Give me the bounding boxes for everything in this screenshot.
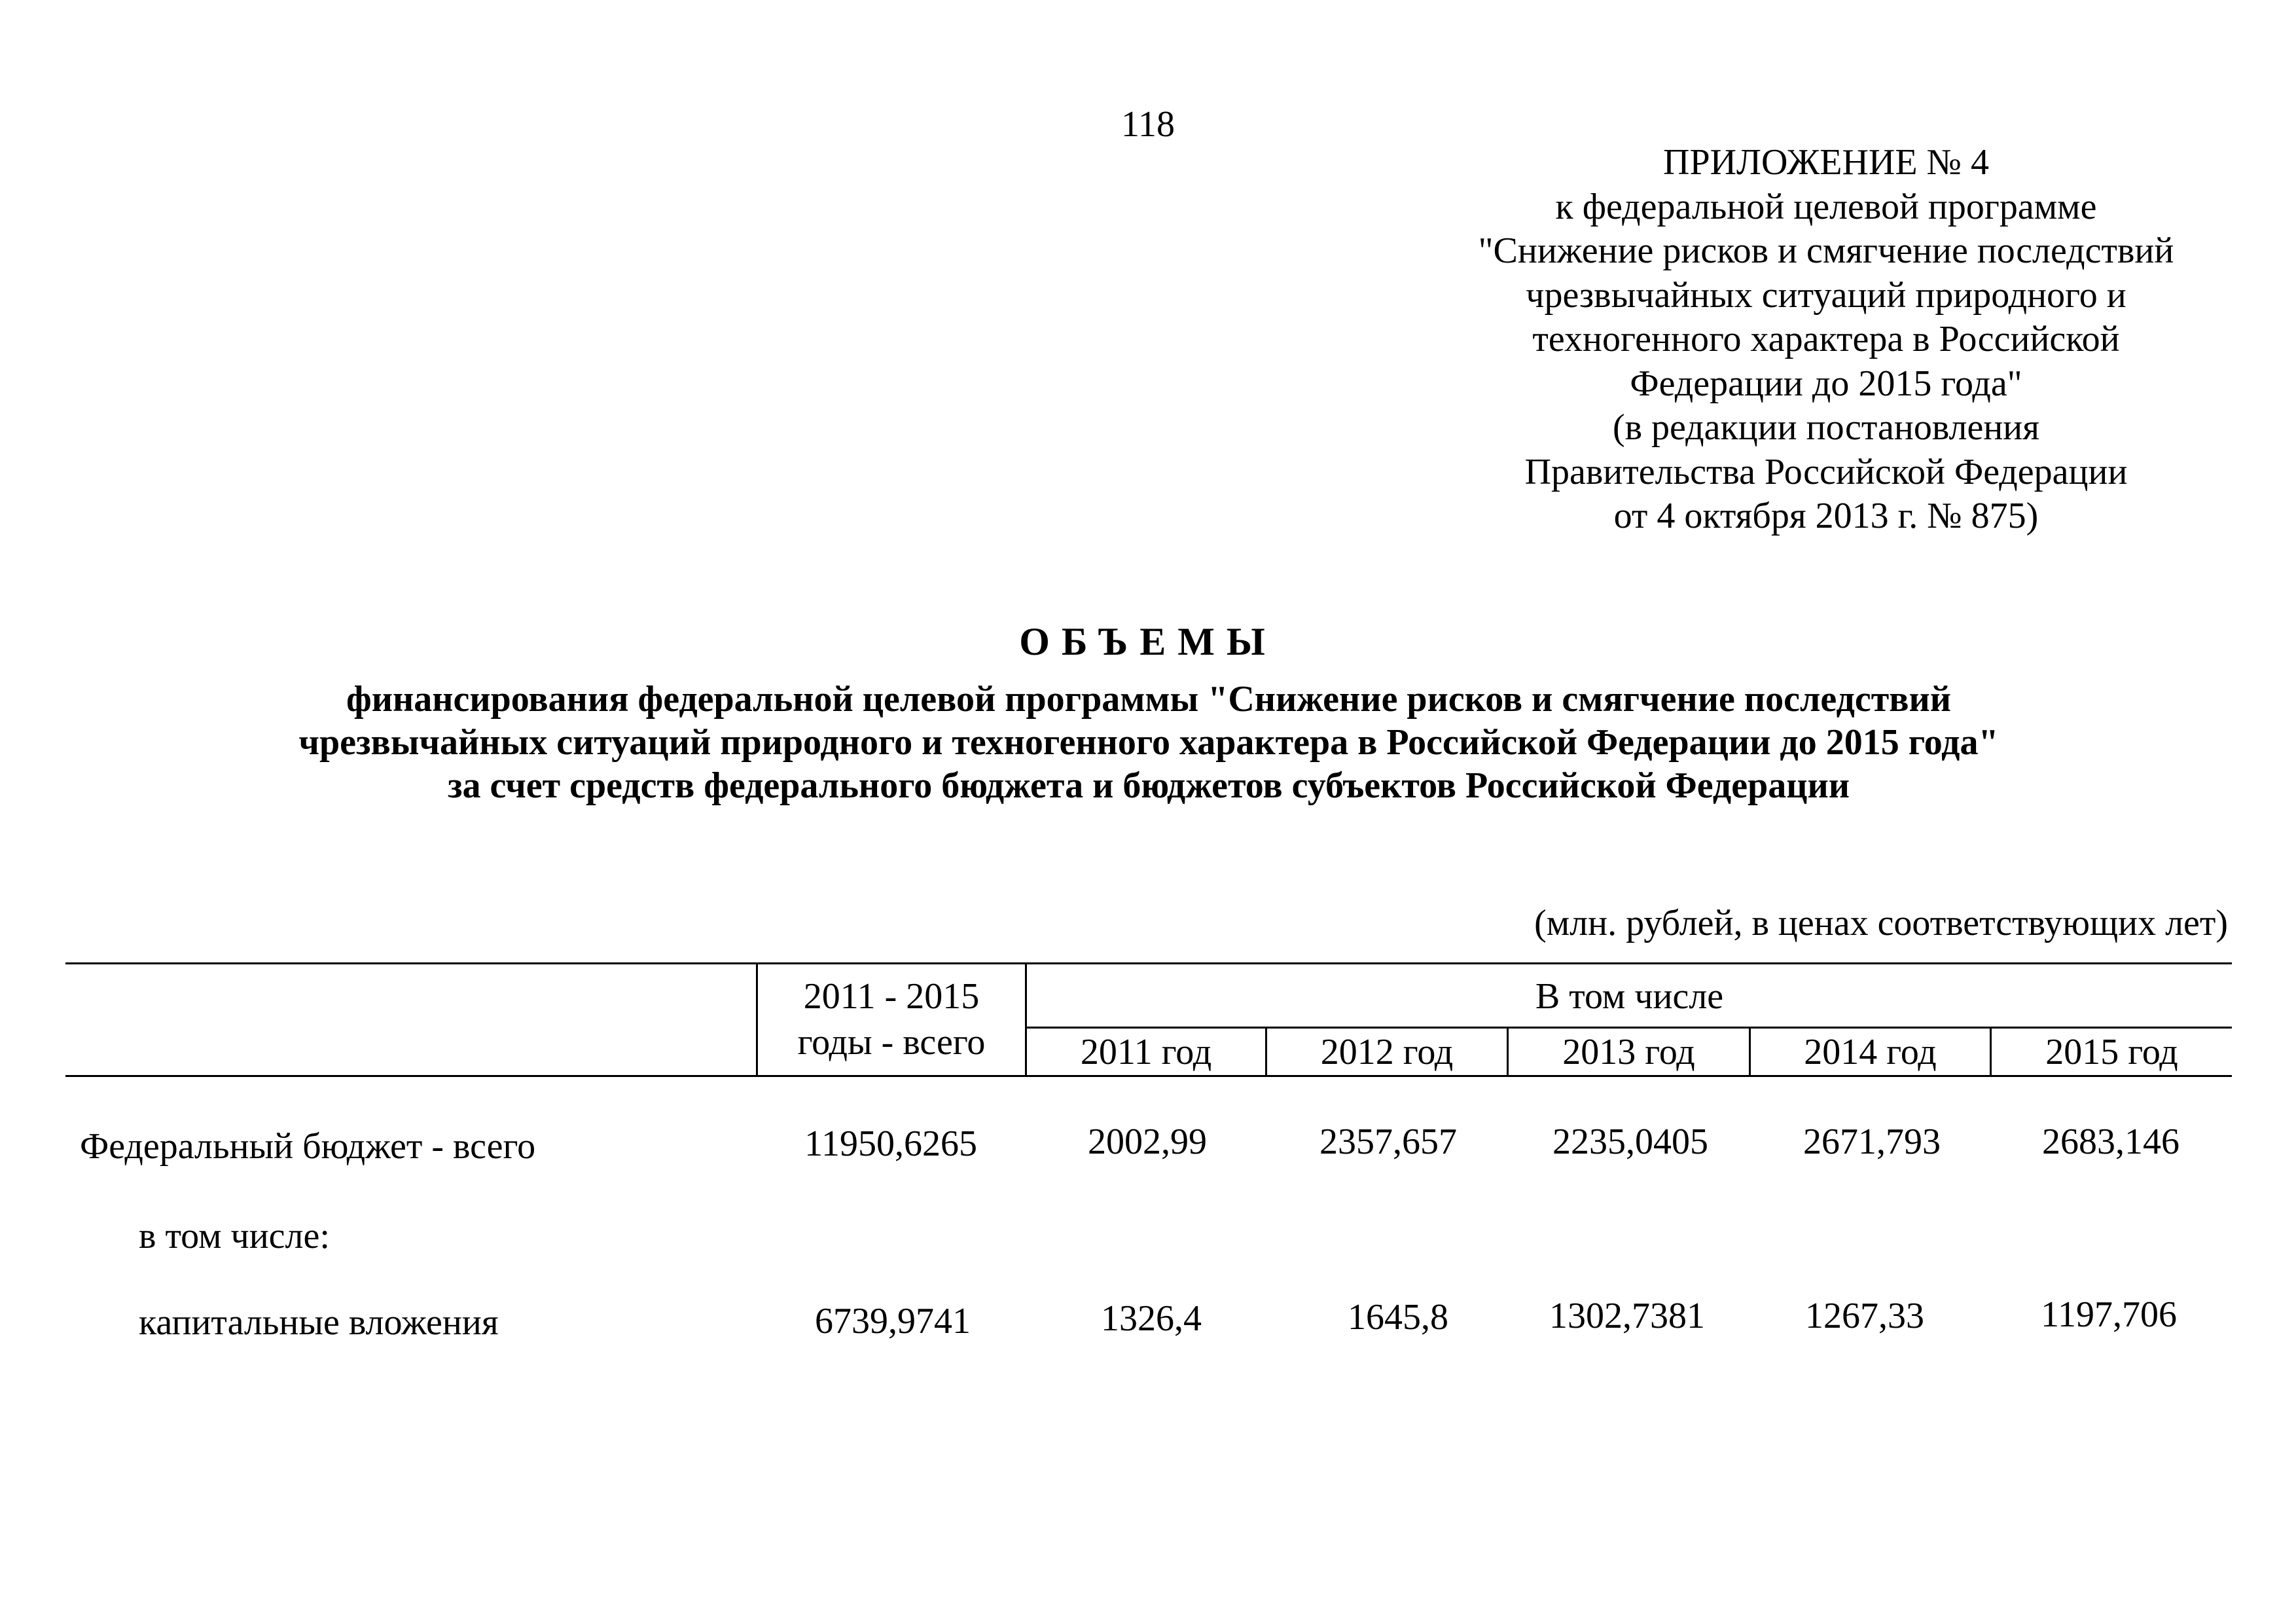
- appendix-line: Федерации до 2015 года": [1630, 363, 2022, 404]
- appendix-line: Правительства Российской Федерации: [1524, 451, 2128, 492]
- header-year-2013: 2013 год: [1562, 1032, 1695, 1072]
- appendix-line: чрезвычайных ситуаций природного и: [1526, 274, 2126, 316]
- header-total-period: 2011 - 2015: [803, 976, 980, 1017]
- appendix-line: (в редакции постановления: [1612, 407, 2040, 448]
- table-cell-total: 6739,9741: [815, 1301, 971, 1341]
- units-note: (млн. рублей, в ценах соответствующих лет): [1534, 903, 2228, 943]
- document-subtitle: [131, 678, 2166, 807]
- document-title: ОБЪЕМЫ: [1019, 620, 1277, 663]
- table-cell: 2671,793: [1803, 1122, 1941, 1162]
- table-cell: 2683,146: [2042, 1122, 2179, 1162]
- table-row-label: Федеральный бюджет - всего: [80, 1126, 536, 1167]
- table-top-rule: [65, 962, 2232, 964]
- table-cell: 1267,33: [1805, 1296, 1924, 1336]
- header-year-2015: 2015 год: [2045, 1032, 2178, 1072]
- table-cell: 1302,7381: [1549, 1296, 1705, 1336]
- appendix-line: ПРИЛОЖЕНИЕ № 4: [1663, 142, 1989, 183]
- page-number: 118: [1121, 104, 1175, 145]
- year-header-rule: [1026, 1027, 2232, 1029]
- table-cell: 1326,4: [1101, 1298, 1202, 1339]
- table-cell: 2357,657: [1319, 1122, 1457, 1162]
- table-cell: 2235,0405: [1552, 1122, 1708, 1162]
- appendix-line: к федеральной целевой программе: [1555, 186, 2097, 227]
- appendix-line: от 4 октября 2013 г. № 875): [1613, 496, 2039, 536]
- header-total-all: годы - всего: [797, 1022, 986, 1063]
- table-cell: 1645,8: [1348, 1297, 1448, 1338]
- header-bottom-rule: [65, 1075, 2232, 1077]
- header-group: В том числе: [1535, 976, 1724, 1017]
- subtitle-line: за счет средств федерального бюджета и бюджетов субъектов Российской Федерации: [447, 765, 1850, 806]
- subtitle-line: финансирования федеральной целевой программы "Снижение рисков и смягчение последствий: [346, 679, 1951, 720]
- header-year-2011: 2011 год: [1080, 1032, 1212, 1072]
- table-cell: 1197,706: [2041, 1294, 2177, 1335]
- table-cell-total: 11950,6265: [804, 1123, 977, 1164]
- header-year-2014: 2014 год: [1804, 1032, 1937, 1072]
- appendix-line: "Снижение рисков и смягчение последствий: [1478, 230, 2174, 271]
- table-cell: 2002,99: [1088, 1122, 1207, 1162]
- table-row-label: капитальные вложения: [139, 1302, 499, 1343]
- table-row-label: в том числе:: [139, 1216, 330, 1256]
- subtitle-line: чрезвычайных ситуаций природного и техногенного характера в Российской Федерации до 2015 года": [298, 722, 1999, 763]
- appendix-line: техногенного характера в Российской: [1532, 319, 2120, 359]
- header-year-2012: 2012 год: [1320, 1032, 1454, 1072]
- appendix-heading: [1401, 141, 2251, 539]
